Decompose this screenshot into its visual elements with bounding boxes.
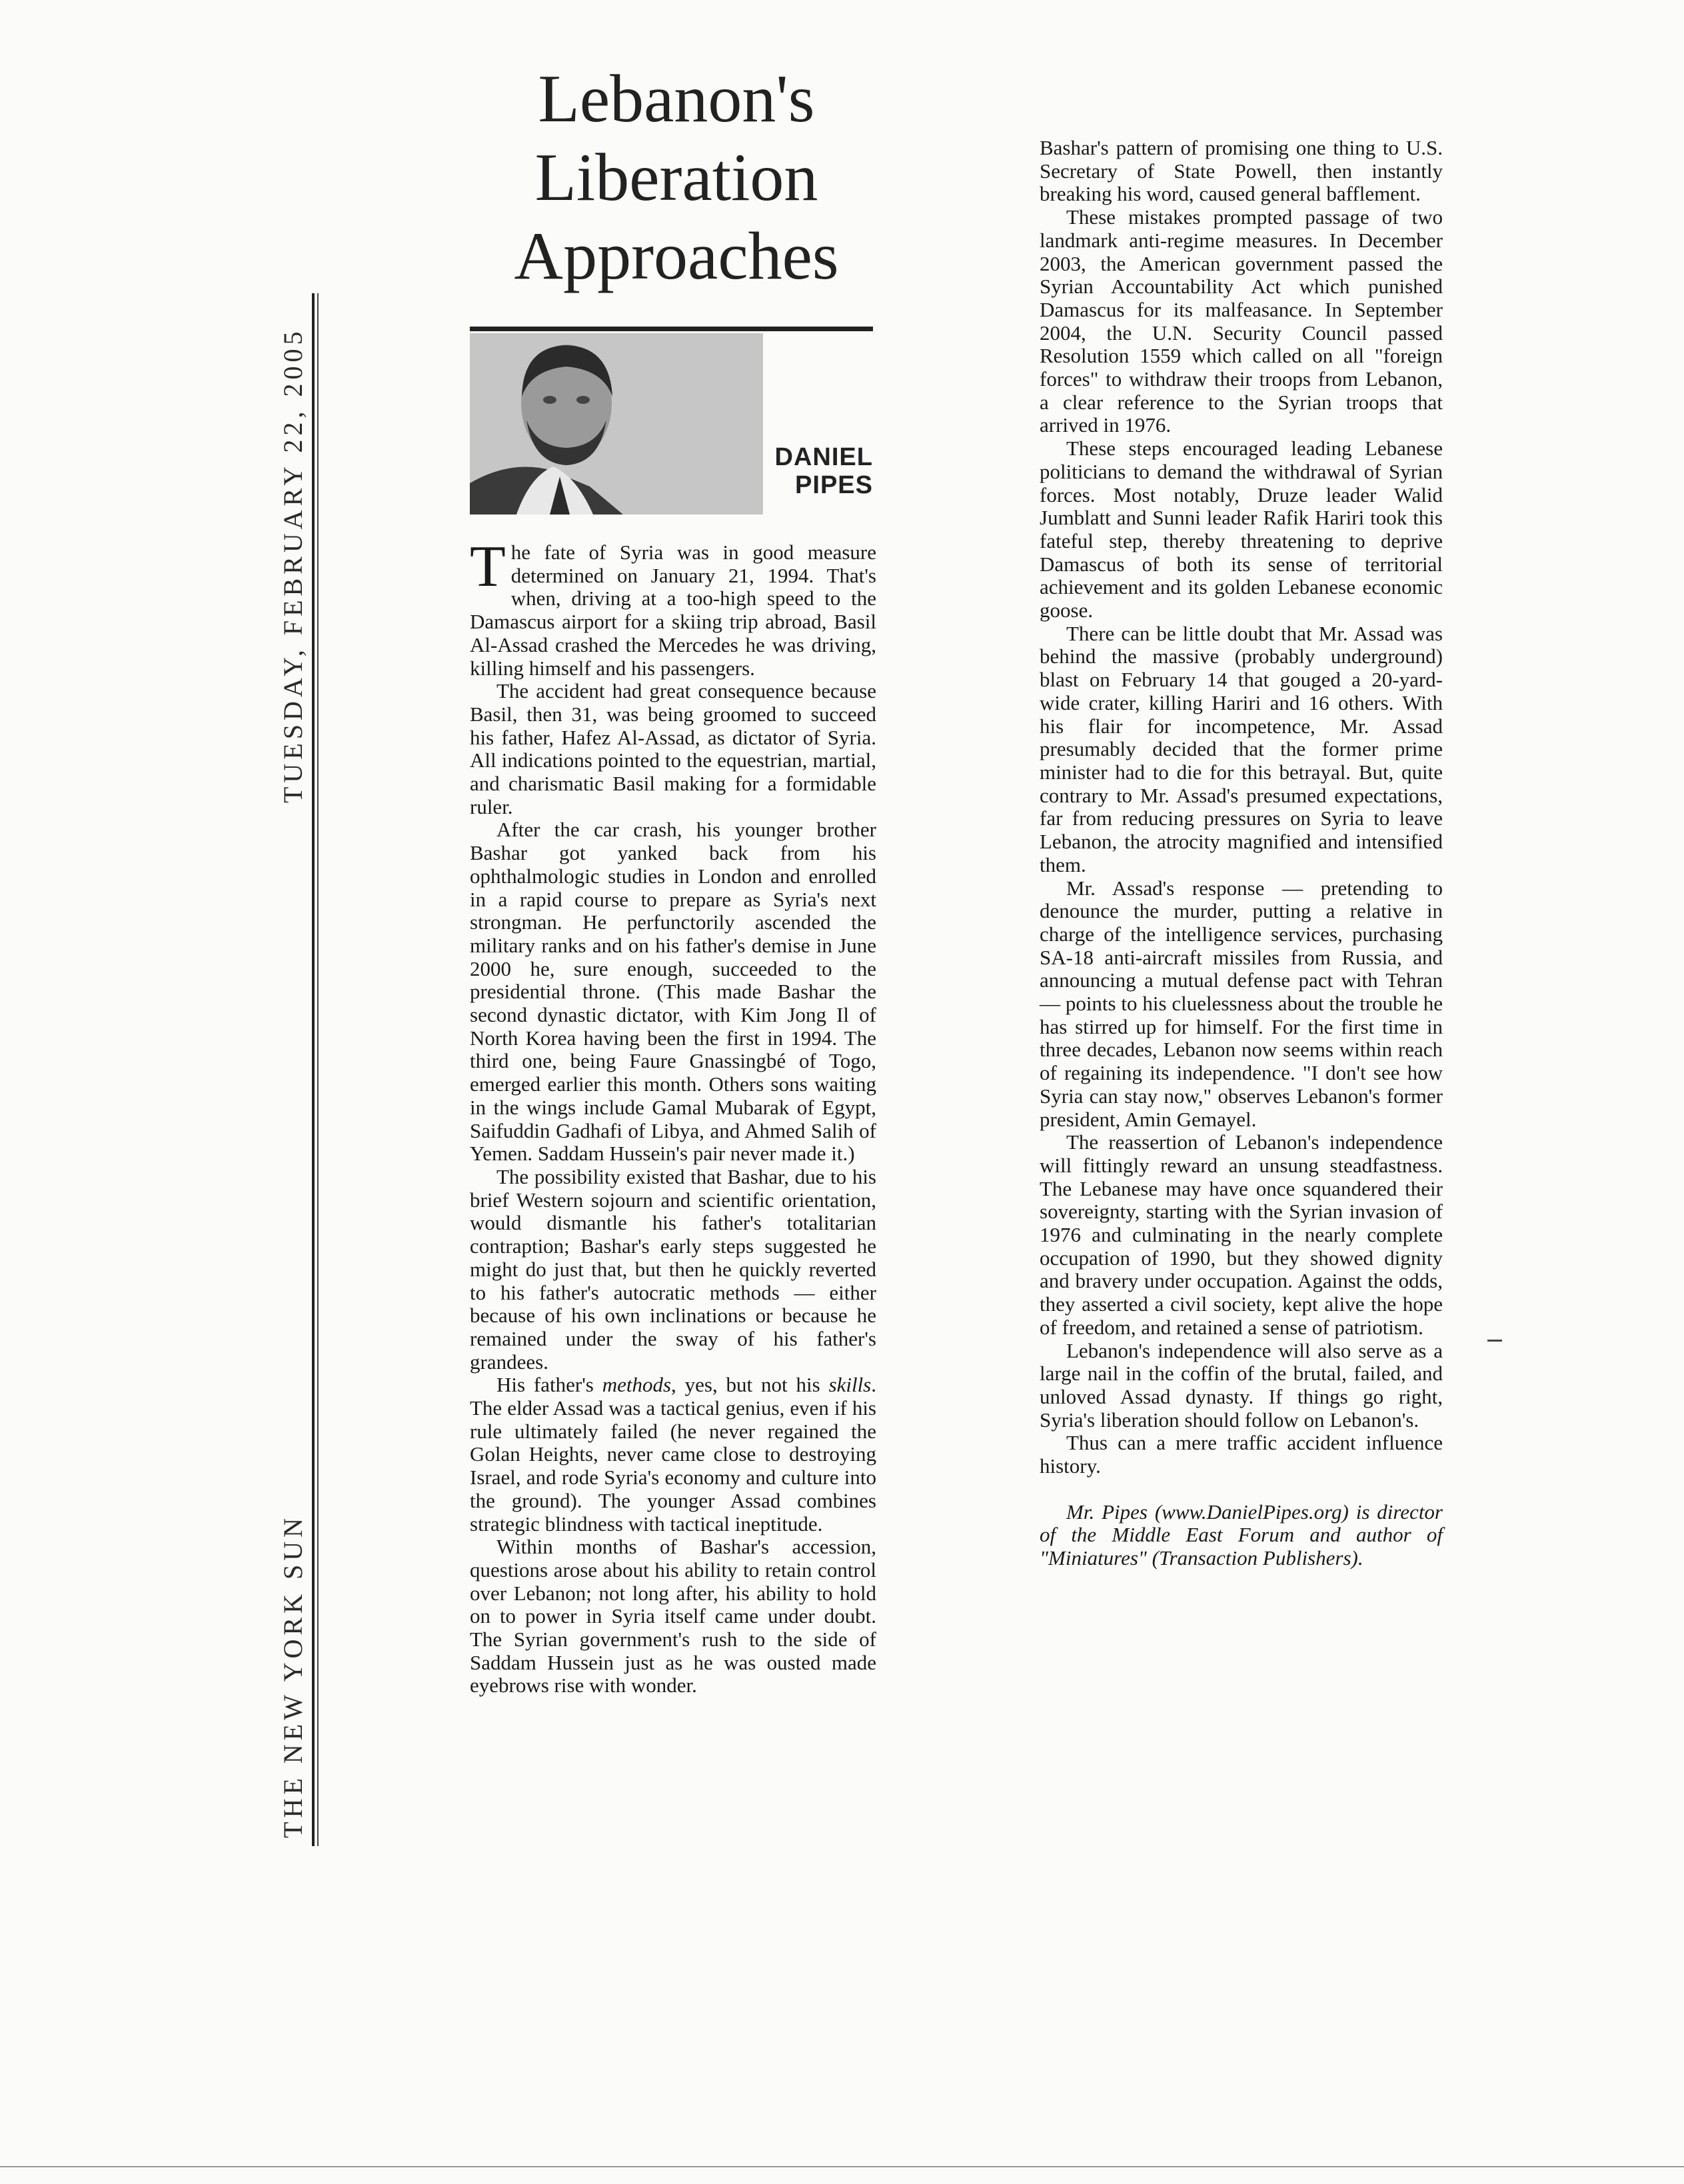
- paragraph: Mr. Assad's response — pretending to denounce the murder, putting a relative in charge of the intelligence services, purchasing SA-18 anti-aircraft missiles from Russia, and announcing a mutual defense pact with Tehran — points to his cluelessness about the trouble he has stirred up for himself. For the first time in three decades, Lebanon now seems within reach of regaining its independence. "I don't see how Syria can stay now," observes Lebanon's former president, Amin Gemayel.: [1040, 876, 1443, 1131]
- author-portrait-image: [470, 333, 763, 515]
- paragraph: Lebanon's independence will also serve as a large nail in the coffin of the brutal, failed, and unloved Assad dynasty. If things go right, Syria's liberation should follow on Lebanon's.: [1040, 1338, 1443, 1432]
- paragraph-text: . The elder Assad was a tactical genius, even if his rule ultimately failed (he never regained the Golan Heights, never came close to destroying Israel, and rode Syria's economy and culture into the ground). The younger Assad combines strategic blindness with tactical ineptitude.: [470, 1373, 876, 1536]
- emphasis: methods: [602, 1373, 672, 1397]
- sidebar-rule: [312, 293, 315, 1846]
- paragraph: These mistakes prompted passage of two landmark anti-regime measures. In December 2003, the American government passed the Syrian Accountability Act which punished Damascus for its malfeasance. In September 2004, the U.N. Security Council passed Resolution 1559 which called on all "foreign forces" to withdraw their troops from Lebanon, a clear reference to the Syrian troops that arrived in 1976.: [1040, 205, 1443, 437]
- paragraph: After the car crash, his younger brother Bashar got yanked back from his ophthalmologic studies in London and enrolled in a rapid course to prepare as Syria's next strongman. He perfunctorily ascended the military ranks and on his father's demise in June 2000 he, sure enough, succeeded to the presidential throne. (This made Bashar the second dynastic dictator, with Kim Jong Il of North Korea having been the first in 1994. The third one, being Faure Gnassingbé of Togo, emerged earlier this month. Others sons waiting in the wings include Gamal Mubarak of Egypt, Saifuddin Gadhafi of Libya, and Ahmed Salih of Yemen. Saddam Hussein's pair never made it.): [470, 818, 876, 1166]
- paragraph-text: His father's: [496, 1373, 602, 1397]
- paragraph: [470, 1374, 876, 1536]
- paragraph: The accident had great consequence because Basil, then 31, was being groomed to succeed his father, Hafez Al-Assad, as dictator of Syria. All indications pointed to the equestrian, martial, and charismatic Basil making for a formidable ruler.: [470, 679, 876, 818]
- page-bottom-edge: [0, 2166, 1684, 2167]
- byline-first-name: DANIEL: [774, 443, 873, 471]
- emphasis: skills: [828, 1373, 872, 1397]
- article-column-1: [470, 535, 876, 1697]
- newspaper-name: THE NEW YORK SUN: [278, 1514, 308, 1838]
- paragraph: There can be little doubt that Mr. Assad was behind the massive (probably underground) blast on February 14 that gouged a 20-yard-wide crater, killing Hariri and 16 others. With his flair for incompetence, Mr. Assad presumably decided that the former prime minister had to die for this betrayal. But, quite contrary to Mr. Assad's presumed expectations, far from reducing pressures on Syria to leave Lebanon, the atrocity magnified and intensified them.: [1040, 621, 1443, 876]
- paragraph: These steps encouraged leading Lebanese politicians to demand the withdrawal of Syrian forces. Most notably, Druze leader Walid Jumblatt and Sunni leader Rafik Hariri took this fateful step, thereby threatening to deprive Damascus of both its sense of territorial achievement and its golden Lebanese economic goose.: [1040, 437, 1443, 622]
- paragraph: Bashar's pattern of promising one thing to U.S. Secretary of State Powell, then instantly breaking his word, caused general bafflement.: [1040, 136, 1443, 206]
- sidebar-rule-thin: [317, 293, 319, 1846]
- article-column-2: [1040, 137, 1443, 1570]
- byline-last-name: PIPES: [795, 471, 873, 499]
- author-portrait: [470, 333, 763, 515]
- headline-rule: [470, 327, 873, 331]
- byline: [753, 443, 873, 499]
- paragraph: [470, 535, 876, 680]
- paragraph: Within months of Bashar's accession, questions arose about his ability to retain control over Lebanon; not long after, his ability to hold on to power in Syria itself came under doubt. The Syrian government's rush to the side of Saddam Hussein just as he was ousted made eyebrows rise with wonder.: [470, 1535, 876, 1697]
- paragraph: The reassertion of Lebanon's independence will fittingly reward an unsung steadfastness. The Lebanese may have once squandered their sovereignty, starting with the Syrian invasion of 1976 and culminating in the nearly complete occupation of 1990, but they showed dignity and bravery under occupation. Against the odds, they asserted a civil society, kept alive the hope of freedom, and retained a sense of patriotism.: [1040, 1130, 1443, 1339]
- paragraph: The possibility existed that Bashar, due to his brief Western sojourn and scientific orientation, would dismantle his father's totalitarian contraption; Bashar's early steps suggested he might do just that, but then he quickly reverted to his father's autocratic methods — either because of his own inclinations or because he remained under the sway of his father's grandees.: [470, 1164, 876, 1374]
- paragraph-text: he fate of Syria was in good measure determined on January 21, 1994. That's when, driving at a too-high speed to the Damascus airport for a skiing trip abroad, Basil Al-Assad crashed the Mercedes he was driving, killing himself and his passengers.: [470, 541, 876, 680]
- drop-cap: T: [470, 535, 506, 599]
- headline: Lebanon's Liberation Approaches: [514, 61, 839, 294]
- paragraph-text: , yes, but not his: [671, 1373, 829, 1397]
- paragraph: Thus can a mere traffic accident influence history.: [1040, 1431, 1443, 1478]
- margin-mark: [1487, 1340, 1502, 1342]
- author-credit: Mr. Pipes (www.DanielPipes.org) is director of the Middle East Forum and author of "Miniatures" (Transaction Publishers).: [1040, 1500, 1443, 1570]
- dateline: TUESDAY, FEBRUARY 22, 2005: [278, 327, 308, 803]
